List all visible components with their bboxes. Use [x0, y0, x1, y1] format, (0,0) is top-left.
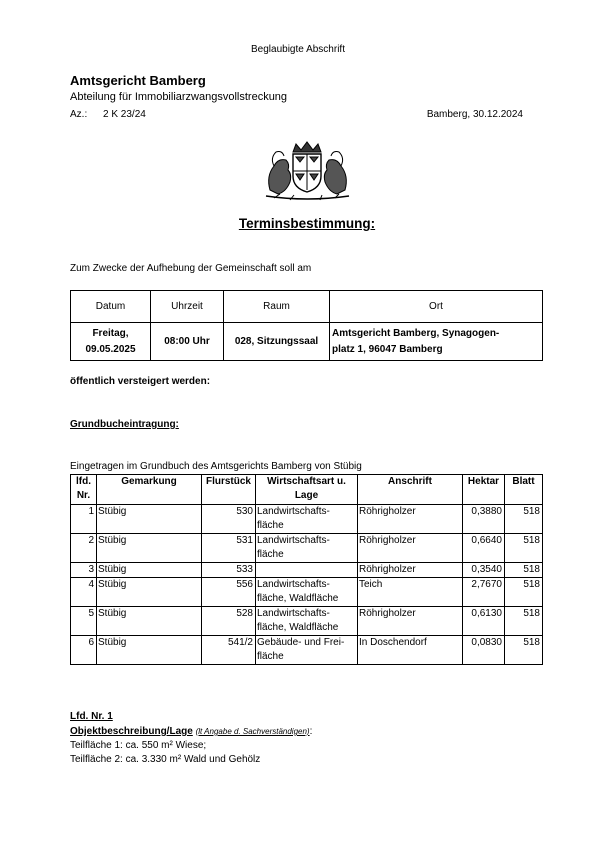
gb-cell-blatt: 518 — [505, 578, 543, 607]
gb-header-wirt-line1: Wirtschaftsart u. — [267, 476, 346, 487]
termin-place-line2: platz 1, 96047 Bamberg — [332, 343, 443, 355]
case-number-label: Az.: — [70, 109, 88, 120]
gb-header-flurstueck: Flurstück — [202, 475, 256, 505]
gb-cell-anschrift: Röhrigholzer — [358, 563, 463, 578]
gb-header-wirtschaftsart — [256, 475, 358, 505]
objekt-line — [70, 726, 312, 737]
gb-cell-wirt-line2: fläche — [257, 651, 284, 662]
gb-cell-wirt-line1: Landwirtschafts- — [257, 579, 330, 590]
gb-cell-gemarkung: Stübig — [97, 534, 202, 563]
gb-cell-gemarkung: Stübig — [97, 607, 202, 636]
termin-room: 028, Sitzungssaal — [224, 323, 330, 361]
gb-cell-flurstueck: 556 — [202, 578, 256, 607]
gb-header-gemarkung: Gemarkung — [97, 475, 202, 505]
termin-date-line2: 09.05.2025 — [85, 343, 136, 355]
objekt-colon: : — [309, 726, 313, 737]
gb-cell-anschrift: Röhrigholzer — [358, 505, 463, 534]
gb-cell-nr: 3 — [71, 563, 97, 578]
case-number: 2 K 23/24 — [103, 109, 146, 120]
gb-cell-anschrift: Röhrigholzer — [358, 607, 463, 636]
court-name: Amtsgericht Bamberg — [70, 73, 206, 88]
table-row — [71, 534, 543, 563]
termin-header-datum: Datum — [71, 291, 151, 323]
gb-cell-nr: 1 — [71, 505, 97, 534]
gb-cell-wirtschaftsart — [256, 563, 358, 578]
gb-cell-hektar: 0,6640 — [463, 534, 505, 563]
table-row — [71, 636, 543, 665]
page-title: Terminsbestimmung: — [238, 216, 376, 231]
gb-cell-wirtschaftsart — [256, 636, 358, 665]
gb-cell-blatt: 518 — [505, 636, 543, 665]
gb-cell-blatt: 518 — [505, 505, 543, 534]
gb-cell-blatt: 518 — [505, 534, 543, 563]
lfd-heading: Lfd. Nr. 1 — [70, 711, 113, 722]
gb-cell-gemarkung: Stübig — [97, 636, 202, 665]
gb-cell-gemarkung: Stübig — [97, 578, 202, 607]
gb-cell-wirt-line2: fläche, Waldfläche — [257, 622, 339, 633]
grundbuch-table — [70, 474, 543, 665]
gb-cell-nr: 4 — [71, 578, 97, 607]
termin-place-line1: Amtsgericht Bamberg, Synagogen- — [332, 327, 500, 339]
table-row — [71, 607, 543, 636]
gb-cell-wirt-line2: fläche, Waldfläche — [257, 593, 339, 604]
gb-cell-wirtschaftsart — [256, 534, 358, 563]
gb-cell-flurstueck: 530 — [202, 505, 256, 534]
gb-cell-hektar: 0,3540 — [463, 563, 505, 578]
grundbuch-heading: Grundbucheintragung: — [70, 419, 179, 430]
place-date: Bamberg, 30.12.2024 — [426, 109, 523, 120]
table-row — [71, 563, 543, 578]
objekt-note: (lt Angabe d. Sachverständigen) — [195, 727, 310, 736]
court-department: Abteilung für Immobiliarzwangsvollstreckung — [70, 91, 288, 103]
gb-header-blatt: Blatt — [505, 475, 543, 505]
gb-cell-wirt-line2: fläche — [257, 549, 284, 560]
gb-cell-flurstueck: 533 — [202, 563, 256, 578]
auction-text: öffentlich versteigert werden: — [70, 376, 211, 387]
gb-cell-nr: 5 — [71, 607, 97, 636]
gb-cell-wirt-line1: Landwirtschafts- — [257, 506, 330, 517]
gb-header-anschrift: Anschrift — [358, 475, 463, 505]
gb-cell-gemarkung: Stübig — [97, 563, 202, 578]
termin-header-raum: Raum — [224, 291, 330, 323]
gb-cell-flurstueck: 528 — [202, 607, 256, 636]
termin-date — [71, 323, 151, 361]
gb-cell-wirt-line1: Landwirtschafts- — [257, 608, 330, 619]
gb-header-lfd — [71, 475, 97, 505]
gb-cell-hektar: 0,3880 — [463, 505, 505, 534]
teilflaeche-1: Teilfläche 1: ca. 550 m² Wiese; — [70, 740, 207, 751]
table-row — [71, 578, 543, 607]
intro-text: Zum Zwecke der Aufhebung der Gemeinschaft soll am — [70, 263, 312, 274]
gb-cell-flurstueck: 531 — [202, 534, 256, 563]
gb-cell-hektar: 2,7670 — [463, 578, 505, 607]
termin-header-ort: Ort — [330, 291, 543, 323]
gb-header-wirt-line2: Lage — [294, 490, 319, 501]
termin-header-uhrzeit: Uhrzeit — [151, 291, 224, 323]
gb-cell-nr: 6 — [71, 636, 97, 665]
objekt-heading: Objektbeschreibung/Lage — [70, 726, 193, 737]
gb-header-lfd-line2: Nr. — [76, 490, 91, 501]
gb-header-lfd-line1: lfd. — [76, 476, 91, 487]
gb-cell-anschrift: In Doschendorf — [358, 636, 463, 665]
gb-cell-wirt-line1: Landwirtschafts- — [257, 535, 330, 546]
gb-cell-hektar: 0,0830 — [463, 636, 505, 665]
bavarian-coat-of-arms-seal-icon — [260, 140, 355, 202]
termin-date-line1: Freitag, — [92, 327, 129, 339]
teilflaeche-2: Teilfläche 2: ca. 3.330 m² Wald und Gehölz — [70, 754, 261, 765]
gb-cell-wirt-line2: fläche — [257, 520, 284, 531]
gb-cell-wirt-line1: Gebäude- und Frei- — [257, 637, 345, 648]
termin-time: 08:00 Uhr — [151, 323, 224, 361]
gb-cell-wirtschaftsart — [256, 505, 358, 534]
table-row — [71, 505, 543, 534]
gb-cell-blatt: 518 — [505, 607, 543, 636]
termin-place — [330, 323, 543, 361]
certified-copy-note: Beglaubigte Abschrift — [251, 44, 345, 55]
gb-cell-wirtschaftsart — [256, 578, 358, 607]
gb-cell-flurstueck: 541/2 — [202, 636, 256, 665]
gb-cell-wirtschaftsart — [256, 607, 358, 636]
termin-table — [70, 290, 543, 361]
grundbuch-intro: Eingetragen im Grundbuch des Amtsgerichts Bamberg von Stübig — [70, 461, 362, 472]
gb-cell-hektar: 0,6130 — [463, 607, 505, 636]
gb-cell-nr: 2 — [71, 534, 97, 563]
gb-header-hektar: Hektar — [463, 475, 505, 505]
gb-cell-gemarkung: Stübig — [97, 505, 202, 534]
gb-cell-anschrift: Röhrigholzer — [358, 534, 463, 563]
gb-cell-blatt: 518 — [505, 563, 543, 578]
gb-cell-anschrift: Teich — [358, 578, 463, 607]
